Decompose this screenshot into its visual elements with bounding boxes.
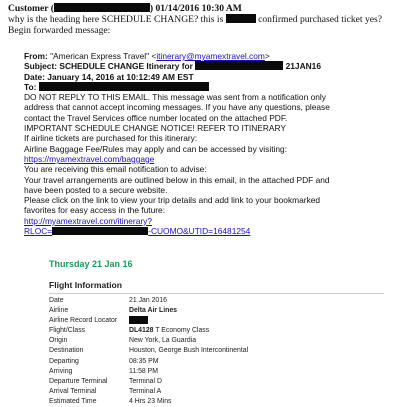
itinerary-link-end[interactable]: -CUOMO&UTID=16481254 (148, 226, 251, 237)
from-email-link[interactable]: itinerary@myamextravel.com (156, 51, 265, 61)
detail-value: 08:35 PM (129, 357, 159, 365)
detail-value: Delta Air Lines (129, 307, 177, 315)
from-label: From: (24, 51, 48, 61)
redacted-record-locator (52, 227, 148, 235)
body-line: Airline Baggage Fee/Rules may apply and can be accessed by visiting: (24, 143, 288, 154)
subject-label: Subject: (24, 61, 58, 72)
flight-information-title: Flight Information (49, 280, 123, 290)
detail-label: Departure Terminal (49, 377, 108, 385)
customer-note (8, 3, 396, 36)
body-line: If airline tickets are purchased for this itinerary: (24, 133, 198, 144)
detail-value (129, 326, 209, 336)
date-row (24, 72, 374, 82)
flight-number: DL4128 (129, 327, 154, 335)
body-line: contact the Travel Services office number located on the attached PDF. (24, 112, 288, 123)
question-end: confirmed purchased ticket yes? (258, 14, 382, 25)
detail-label: Airline (49, 307, 69, 315)
detail-value: 21 Jan 2016 (129, 297, 167, 304)
body-line: You are receiving this email notification to advise: (24, 164, 207, 175)
subject-value: SCHEDULE CHANGE Itinerary for (59, 61, 193, 72)
detail-label: Departing (49, 357, 79, 365)
baggage-link[interactable]: https://myamextravel.com/baggage (24, 153, 155, 164)
body-line: Your travel arrangements are outlined below in this email, in the attached PDF and (24, 174, 330, 185)
date-label: Date: (24, 71, 45, 82)
body-line: Please click on the link to view your trip details and add link to your bookmarked (24, 195, 321, 206)
itinerary-link-start[interactable]: RLOC= (24, 226, 53, 237)
body-line: address that cannot accept incoming messages. If you have any questions, please (24, 102, 330, 113)
redacted-subject-name (195, 61, 283, 70)
customer-line (8, 3, 396, 14)
flight-class: T Economy Class (155, 327, 210, 335)
detail-label: Estimated Time (49, 397, 97, 405)
itinerary-link-line-1[interactable]: http://myamextravel.com/itinerary? (24, 215, 152, 226)
redacted-question-name (226, 14, 256, 23)
forwarded-email (24, 51, 374, 236)
subject-suffix: 21JAN16 (285, 61, 321, 72)
body-line: have been posted to a secure website. (24, 184, 168, 195)
date-value: January 14, 2016 at 10:12:49 AM EST (47, 71, 194, 82)
day-heading: Thursday 21 Jan 16 (49, 259, 133, 269)
detail-value: Houston, George Bush Intercontinental (129, 347, 249, 355)
detail-label: Flight/Class (49, 327, 85, 335)
detail-value: 4 Hrs 23 Mins (129, 397, 172, 405)
redacted-recipient (39, 82, 209, 91)
detail-label: Destination (49, 347, 84, 355)
section-divider (49, 293, 384, 294)
from-name: "American Express Travel" < (50, 51, 157, 61)
to-row (24, 82, 374, 92)
forward-note: Begin forwarded message: (8, 25, 111, 36)
to-label: To: (24, 81, 37, 92)
from-row: From: "American Express Travel" <itinerary@myamextravel.com> (24, 51, 270, 61)
body-line: DO NOT REPLY TO THIS EMAIL. This message was sent from a notification only (24, 92, 326, 103)
customer-label: Customer ( (8, 3, 54, 14)
question-line (8, 14, 396, 25)
body-line: IMPORTANT SCHEDULE CHANGE NOTICE! REFER TO ITINERARY (24, 123, 286, 134)
customer-timestamp: ) 01/14/2016 10:30 AM (149, 3, 242, 14)
redacted-customer-name (54, 3, 150, 12)
detail-value: Terminal D (129, 377, 162, 385)
question-start: why is the heading here SCHEDULE CHANGE? this is (8, 14, 224, 25)
detail-value: New York, La Guardia (129, 337, 197, 345)
detail-value: 11:58 PM (129, 367, 158, 375)
body-line: favorites for easy access in the future: (24, 205, 166, 216)
subject-row (24, 61, 374, 71)
detail-label: Arrival Terminal (49, 387, 97, 395)
detail-label: Arriving (49, 367, 73, 375)
detail-label: Origin (49, 337, 68, 345)
redacted-airline-locator (129, 316, 148, 324)
detail-label: Date (49, 297, 64, 304)
itinerary-link-line-2[interactable] (24, 226, 374, 236)
detail-value: Terminal A (129, 387, 162, 395)
detail-label: Airline Record Locator (49, 317, 118, 325)
